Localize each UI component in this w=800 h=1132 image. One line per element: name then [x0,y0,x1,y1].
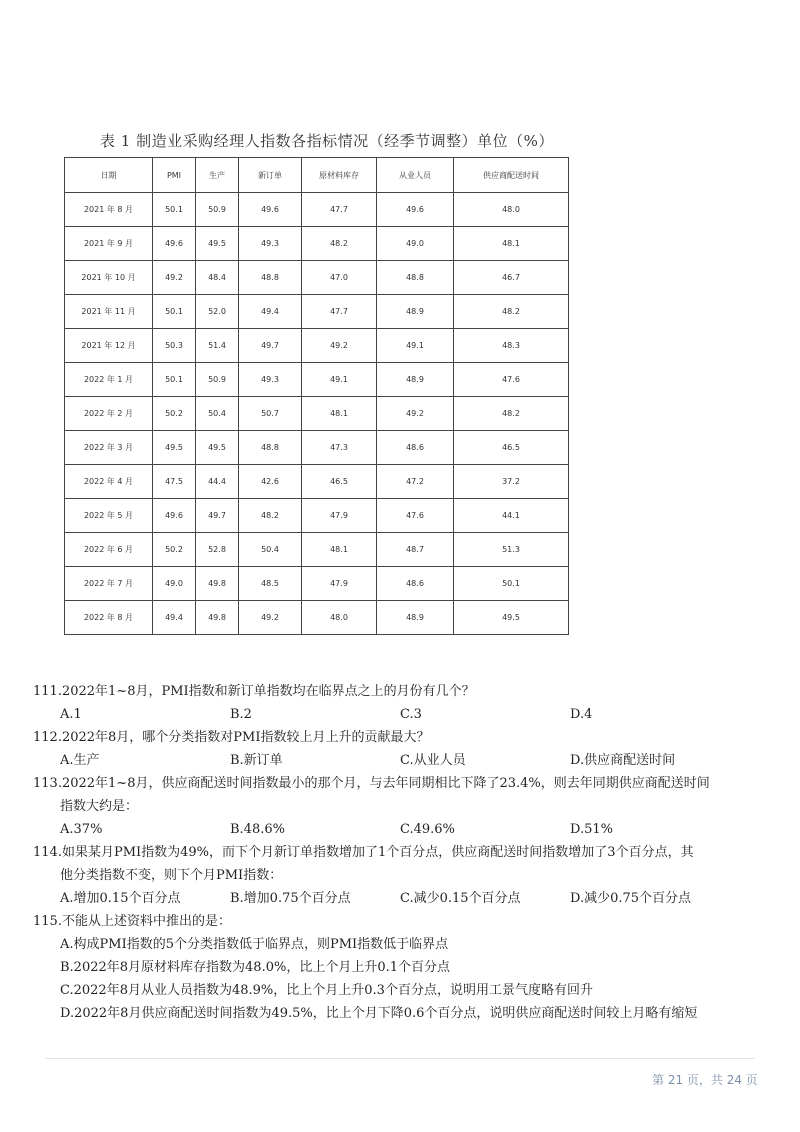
header-new-orders: 新订单 [239,158,302,193]
cell-pmi: 47.5 [153,465,196,499]
cell-employment: 47.6 [377,499,454,533]
cell-employment: 47.2 [377,465,454,499]
cell-raw-material-inventory: 48.2 [302,227,377,261]
cell-employment: 48.8 [377,261,454,295]
table-row [65,295,569,329]
cell-pmi: 50.1 [153,363,196,397]
table-row [65,465,569,499]
cell-production: 49.8 [196,567,239,601]
cell-supplier-delivery-time: 44.1 [454,499,569,533]
question-114 [33,841,773,910]
cell-pmi: 49.5 [153,431,196,465]
cell-supplier-delivery-time: 51.3 [454,533,569,567]
header-employment: 从业人员 [377,158,454,193]
cell-raw-material-inventory: 49.1 [302,363,377,397]
cell-new-orders: 49.2 [239,601,302,635]
question-text-continued: 他分类指数不变，则下个月PMI指数： [60,868,283,883]
cell-supplier-delivery-time: 48.2 [454,295,569,329]
cell-new-orders: 50.4 [239,533,302,567]
cell-raw-material-inventory: 47.9 [302,567,377,601]
cell-production: 49.5 [196,227,239,261]
option-c[interactable]: C.49.6% [400,822,455,837]
header-supplier-delivery-time: 供应商配送时间 [454,158,569,193]
option-b[interactable]: B.2022年8月原材料库存指数为48.0%，比上个月上升0.1个百分点 [60,960,451,975]
table-header-row [65,158,569,193]
cell-pmi: 50.3 [153,329,196,363]
header-pmi: PMI [153,158,196,193]
cell-date: 2022 年 7 月 [65,567,153,601]
cell-production: 50.9 [196,363,239,397]
question-113 [33,772,773,841]
cell-production: 49.7 [196,499,239,533]
cell-new-orders: 49.3 [239,363,302,397]
cell-supplier-delivery-time: 47.6 [454,363,569,397]
cell-supplier-delivery-time: 49.5 [454,601,569,635]
cell-employment: 49.6 [377,193,454,227]
cell-date: 2022 年 2 月 [65,397,153,431]
cell-new-orders: 49.4 [239,295,302,329]
cell-raw-material-inventory: 47.3 [302,431,377,465]
header-date: 日期 [65,158,153,193]
cell-date: 2022 年 4 月 [65,465,153,499]
cell-production: 49.8 [196,601,239,635]
option-d[interactable]: D.减少0.75个百分点 [570,891,692,906]
table-row [65,261,569,295]
table-row [65,499,569,533]
cell-supplier-delivery-time: 37.2 [454,465,569,499]
question-text: 114.如果某月PMI指数为49%，而下个月新订单指数增加了1个百分点，供应商配送时间指数增加了3个百分点，其 [33,845,694,860]
cell-pmi: 50.1 [153,193,196,227]
option-d[interactable]: D.2022年8月供应商配送时间指数为49.5%，比上个月下降0.6个百分点，说明供应商配送时间较上月略有缩短 [60,1006,698,1021]
cell-new-orders: 48.8 [239,431,302,465]
cell-employment: 48.9 [377,295,454,329]
question-text-continued: 指数大约是： [60,799,139,814]
cell-employment: 49.1 [377,329,454,363]
cell-production: 50.4 [196,397,239,431]
cell-production: 44.4 [196,465,239,499]
option-a[interactable]: A.构成PMI指数的5个分类指数低于临界点，则PMI指数低于临界点 [60,937,449,952]
table-row [65,227,569,261]
cell-pmi: 49.2 [153,261,196,295]
cell-date: 2022 年 3 月 [65,431,153,465]
cell-raw-material-inventory: 47.0 [302,261,377,295]
option-row [33,749,773,772]
option-a[interactable]: A.生产 [60,753,100,768]
option-b[interactable]: B.增加0.75个百分点 [230,891,351,906]
question-112 [33,726,773,772]
option-b[interactable]: B.2 [230,707,252,722]
cell-employment: 48.9 [377,601,454,635]
question-text: 113.2022年1~8月，供应商配送时间指数最小的那个月，与去年同期相比下降了23.4%，则去年同期供应商配送时间 [33,776,710,791]
page-number: 第 21 页，共 24 页 [652,1073,758,1087]
cell-production: 50.9 [196,193,239,227]
option-a[interactable]: A.37% [60,822,103,837]
table-row [65,329,569,363]
cell-raw-material-inventory: 48.1 [302,533,377,567]
cell-production: 52.8 [196,533,239,567]
table-caption: 表 1 制造业采购经理人指数各指标情况（经季节调整）单位（%） [100,132,554,150]
cell-supplier-delivery-time: 48.0 [454,193,569,227]
cell-production: 51.4 [196,329,239,363]
cell-new-orders: 42.6 [239,465,302,499]
header-production: 生产 [196,158,239,193]
cell-supplier-delivery-time: 46.7 [454,261,569,295]
cell-raw-material-inventory: 49.2 [302,329,377,363]
question-text: 115.不能从上述资料中推出的是： [33,914,231,929]
option-d[interactable]: D.4 [570,707,593,722]
cell-new-orders: 48.5 [239,567,302,601]
cell-raw-material-inventory: 48.0 [302,601,377,635]
option-row [33,818,773,841]
option-c[interactable]: C.从业人员 [400,753,466,768]
question-text: 112.2022年8月，哪个分类指数对PMI指数较上月上升的贡献最大？ [33,730,430,745]
cell-employment: 49.2 [377,397,454,431]
option-a[interactable]: A.增加0.15个百分点 [60,891,181,906]
cell-production: 52.0 [196,295,239,329]
cell-employment: 48.6 [377,431,454,465]
cell-production: 49.5 [196,431,239,465]
cell-date: 2021 年 11 月 [65,295,153,329]
table-row [65,533,569,567]
cell-date: 2021 年 10 月 [65,261,153,295]
cell-date: 2021 年 8 月 [65,193,153,227]
cell-employment: 48.6 [377,567,454,601]
cell-date: 2022 年 5 月 [65,499,153,533]
table-row [65,601,569,635]
table-row [65,363,569,397]
cell-pmi: 49.6 [153,499,196,533]
cell-new-orders: 48.2 [239,499,302,533]
cell-employment: 48.9 [377,363,454,397]
option-d[interactable]: D.51% [570,822,613,837]
cell-date: 2021 年 9 月 [65,227,153,261]
cell-raw-material-inventory: 47.7 [302,295,377,329]
cell-date: 2022 年 6 月 [65,533,153,567]
table-row [65,431,569,465]
cell-raw-material-inventory: 46.5 [302,465,377,499]
cell-production: 48.4 [196,261,239,295]
option-a[interactable]: A.1 [60,707,82,722]
cell-date: 2022 年 1 月 [65,363,153,397]
option-b[interactable]: B.48.6% [230,822,285,837]
cell-supplier-delivery-time: 50.1 [454,567,569,601]
cell-pmi: 49.6 [153,227,196,261]
cell-supplier-delivery-time: 48.1 [454,227,569,261]
cell-pmi: 50.1 [153,295,196,329]
cell-pmi: 49.4 [153,601,196,635]
cell-pmi: 49.0 [153,567,196,601]
cell-supplier-delivery-time: 48.3 [454,329,569,363]
option-c[interactable]: C.2022年8月从业人员指数为48.9%，比上个月上升0.3个百分点，说明用工景气度略有回升 [60,983,593,998]
option-d[interactable]: D.供应商配送时间 [570,753,676,768]
cell-supplier-delivery-time: 46.5 [454,431,569,465]
option-c[interactable]: C.减少0.15个百分点 [400,891,521,906]
header-raw-material-inventory: 原材料库存 [302,158,377,193]
cell-employment: 48.7 [377,533,454,567]
question-text: 111.2022年1~8月，PMI指数和新订单指数均在临界点之上的月份有几个？ [33,684,475,699]
option-row [33,887,773,910]
cell-raw-material-inventory: 48.1 [302,397,377,431]
cell-raw-material-inventory: 47.9 [302,499,377,533]
option-row [33,703,773,726]
cell-pmi: 50.2 [153,533,196,567]
cell-supplier-delivery-time: 48.2 [454,397,569,431]
cell-new-orders: 50.7 [239,397,302,431]
question-111 [33,680,773,726]
table-row [65,193,569,227]
cell-raw-material-inventory: 47.7 [302,193,377,227]
option-b[interactable]: B.新订单 [230,753,283,768]
option-c[interactable]: C.3 [400,707,422,722]
cell-new-orders: 49.7 [239,329,302,363]
footer-divider [45,1058,755,1059]
cell-employment: 49.0 [377,227,454,261]
table-row [65,567,569,601]
cell-date: 2022 年 8 月 [65,601,153,635]
cell-new-orders: 49.3 [239,227,302,261]
cell-date: 2021 年 12 月 [65,329,153,363]
table-row [65,397,569,431]
cell-new-orders: 49.6 [239,193,302,227]
cell-new-orders: 48.8 [239,261,302,295]
question-list [33,680,773,1025]
question-115 [33,910,773,1025]
cell-pmi: 50.2 [153,397,196,431]
pmi-table [64,157,569,635]
